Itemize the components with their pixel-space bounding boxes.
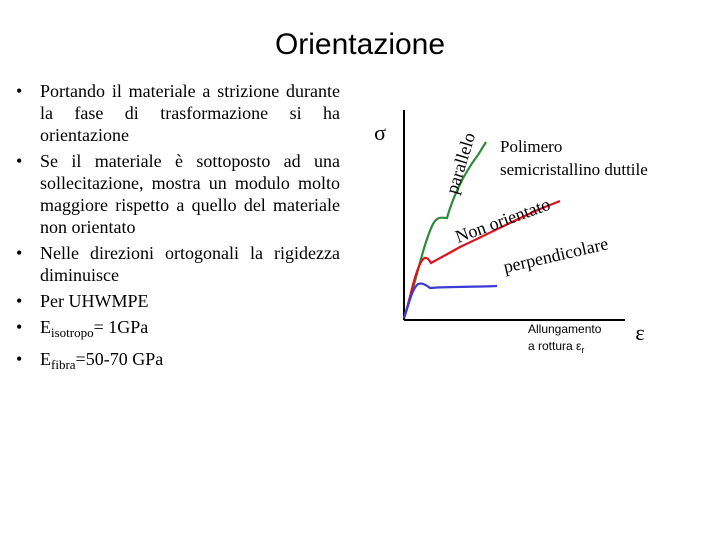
material-label-line1: Polimero [500,137,563,156]
slide-title: Orientazione [274,28,446,61]
bullet-item: • Portando il materiale a strizione durante la fase di trasformazione si ha orientazione [14,80,340,146]
curve-label-parallel: parallelo [441,130,480,197]
bullet-item-modulus-fiber: • $E_{fibra}=50-70$ GPa [14,348,340,376]
curve-perpendicular [404,284,497,318]
elongation-label-line1: Allungamento [528,322,602,336]
x-axis-label: ε [635,320,645,345]
material-label-line2: semicristallino duttile [500,160,648,179]
bullet-item: • Se il materiale è sottoposto ad una sollecitazione, mostra un modulo molto maggiore rispetto a quello del materiale non orientato [14,150,340,238]
bullet-item-modulus-isotropic: • $E_{isotropo}= 1GPa$ [14,316,340,344]
bullet-item: • Nelle direzioni ortogonali la rigidezza diminuisce [14,242,340,286]
curve-label-non-oriented: Non orientato [452,193,553,247]
y-axis-label: σ [374,120,386,145]
bullet-item: • Per UHWMPE [14,290,340,312]
elongation-label-line2: a rottura $\varepsilon_r$ [528,339,585,355]
curve-label-perpendicular: perpendicolare [501,233,611,277]
